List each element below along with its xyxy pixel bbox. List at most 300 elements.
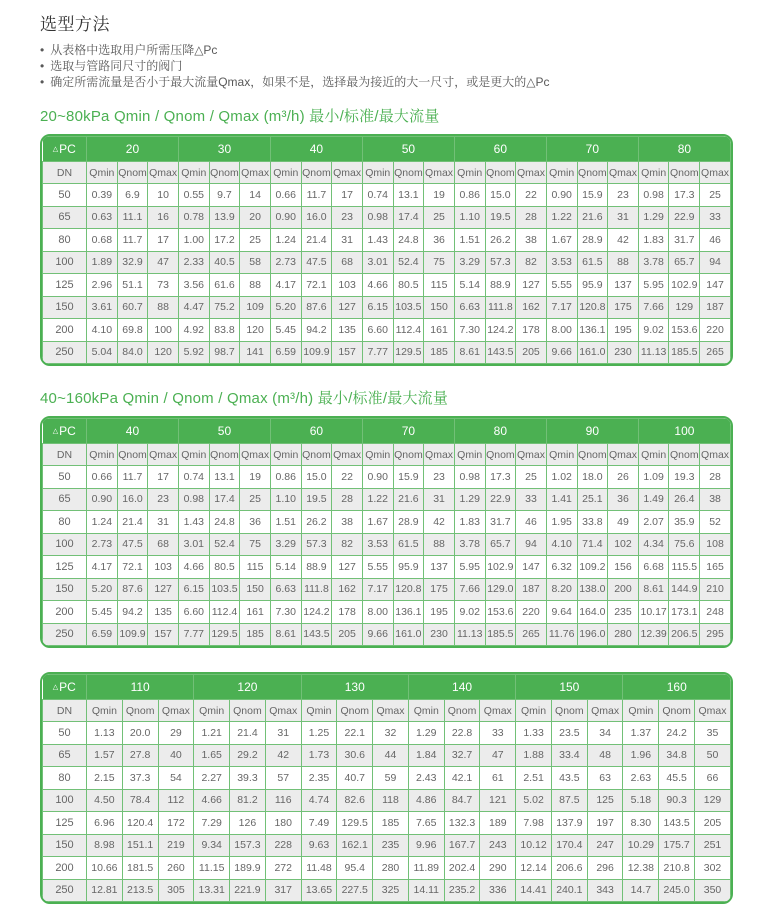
value-cell: 1.84	[408, 744, 444, 767]
value-cell: 1.67	[546, 229, 577, 252]
value-cell: 205	[516, 341, 547, 364]
value-cell: 10	[148, 184, 179, 207]
value-cell: 28	[332, 488, 363, 511]
value-cell: 57.3	[301, 533, 332, 556]
value-cell: 108	[700, 533, 731, 556]
dn-cell: 80	[43, 767, 87, 790]
value-cell: 1.67	[362, 511, 393, 534]
dn-cell: 65	[43, 744, 87, 767]
qmax-header: Qmax	[148, 162, 179, 184]
table-title-40-160kpa: 40~160kPa Qmin / Qnom / Qmax (m³/h) 最小/标准/最大流量	[40, 390, 449, 407]
value-cell: 136.1	[577, 319, 608, 342]
pc-label: PC	[59, 424, 76, 438]
value-cell: 189	[480, 812, 516, 835]
value-cell: 2.63	[623, 767, 659, 790]
value-cell: 57	[265, 767, 301, 790]
value-cell: 23	[148, 488, 179, 511]
value-cell: 3.78	[638, 251, 669, 274]
pressure-group-header: 50	[362, 137, 454, 162]
value-cell: 124.2	[485, 319, 516, 342]
value-cell: 245.0	[659, 879, 695, 902]
value-cell: 2.43	[408, 767, 444, 790]
value-cell: 31	[424, 488, 455, 511]
pressure-group-header: 80	[454, 419, 546, 444]
value-cell: 296	[587, 857, 623, 880]
qnom-header: Qnom	[444, 700, 480, 722]
value-cell: 32	[373, 722, 409, 745]
value-cell: 103.5	[209, 578, 240, 601]
value-cell: 1.21	[194, 722, 230, 745]
flow-table-110-160kpa	[40, 672, 733, 904]
value-cell: 31	[148, 511, 179, 534]
value-cell: 19.5	[301, 488, 332, 511]
value-cell: 66	[695, 767, 731, 790]
value-cell: 14.7	[623, 879, 659, 902]
value-cell: 230	[608, 341, 639, 364]
value-cell: 40.7	[337, 767, 373, 790]
value-cell: 200	[608, 578, 639, 601]
value-cell: 27.8	[122, 744, 158, 767]
value-cell: 94.2	[117, 601, 148, 624]
value-cell: 29	[158, 722, 194, 745]
value-cell: 2.35	[301, 767, 337, 790]
pressure-group-header: 130	[301, 675, 408, 700]
qnom-header: Qnom	[337, 700, 373, 722]
value-cell: 290	[480, 857, 516, 880]
value-cell: 4.17	[87, 556, 118, 579]
value-cell: 31.7	[669, 229, 700, 252]
value-cell: 103	[332, 274, 363, 297]
value-cell: 7.66	[454, 578, 485, 601]
table-row	[43, 251, 731, 274]
table-row	[43, 341, 731, 364]
qmin-header: Qmin	[178, 162, 209, 184]
value-cell: 6.60	[178, 601, 209, 624]
value-cell: 33.4	[551, 744, 587, 767]
instruction-item: • 从表格中选取用户所需压降△Pc	[40, 42, 733, 58]
value-cell: 1.96	[623, 744, 659, 767]
value-cell: 58	[240, 251, 271, 274]
value-cell: 21.6	[577, 206, 608, 229]
value-cell: 9.02	[638, 319, 669, 342]
value-cell: 2.96	[87, 274, 118, 297]
qnom-header: Qnom	[117, 444, 148, 466]
value-cell: 4.66	[194, 789, 230, 812]
flow-table-40-160kpa	[40, 416, 733, 648]
value-cell: 10.12	[516, 834, 552, 857]
value-cell: 280	[608, 623, 639, 646]
value-cell: 4.86	[408, 789, 444, 812]
pressure-group-header: 30	[178, 137, 270, 162]
value-cell: 46	[516, 511, 547, 534]
value-cell: 172	[158, 812, 194, 835]
value-cell: 46	[700, 229, 731, 252]
value-cell: 115	[240, 556, 271, 579]
value-cell: 65.7	[669, 251, 700, 274]
value-cell: 230	[424, 623, 455, 646]
qmax-header: Qmax	[608, 444, 639, 466]
value-cell: 3.78	[454, 533, 485, 556]
value-cell: 317	[265, 879, 301, 902]
value-cell: 325	[373, 879, 409, 902]
value-cell: 173.1	[669, 601, 700, 624]
value-cell: 11.13	[638, 341, 669, 364]
value-cell: 14	[240, 184, 271, 207]
value-cell: 38	[332, 511, 363, 534]
value-cell: 11.48	[301, 857, 337, 880]
value-cell: 7.29	[194, 812, 230, 835]
value-cell: 83.8	[209, 319, 240, 342]
qmax-header: Qmax	[424, 162, 455, 184]
value-cell: 25	[700, 184, 731, 207]
value-cell: 272	[265, 857, 301, 880]
flow-table-20-80kpa	[40, 134, 733, 366]
value-cell: 6.59	[270, 341, 301, 364]
value-cell: 102	[608, 533, 639, 556]
value-cell: 47.5	[117, 533, 148, 556]
value-cell: 247	[587, 834, 623, 857]
table-row	[43, 789, 731, 812]
value-cell: 80.5	[209, 556, 240, 579]
value-cell: 109.9	[301, 341, 332, 364]
value-cell: 6.60	[362, 319, 393, 342]
table-row	[43, 834, 731, 857]
flow-table	[42, 418, 731, 646]
value-cell: 19.5	[485, 206, 516, 229]
table-row	[43, 722, 731, 745]
qnom-header: Qnom	[577, 162, 608, 184]
value-cell: 2.07	[638, 511, 669, 534]
value-cell: 28.9	[393, 511, 424, 534]
value-cell: 15.0	[301, 466, 332, 489]
value-cell: 125	[587, 789, 623, 812]
qmax-header: Qmax	[240, 444, 271, 466]
value-cell: 1.10	[454, 206, 485, 229]
value-cell: 5.45	[270, 319, 301, 342]
value-cell: 129.5	[209, 623, 240, 646]
value-cell: 14.41	[516, 879, 552, 902]
value-cell: 12.39	[638, 623, 669, 646]
instruction-item: • 确定所需流量是否小于最大流量Qmax，如果不是，选择最为接近的大一尺寸，或是更大的△Pc	[40, 74, 733, 90]
value-cell: 10.29	[623, 834, 659, 857]
value-cell: 52	[700, 511, 731, 534]
qnom-header: Qnom	[301, 444, 332, 466]
value-cell: 23	[608, 184, 639, 207]
value-cell: 129.5	[393, 341, 424, 364]
dn-cell: 100	[43, 251, 87, 274]
value-cell: 1.65	[194, 744, 230, 767]
delta-icon: △	[52, 146, 59, 153]
value-cell: 42	[608, 229, 639, 252]
value-cell: 22.1	[337, 722, 373, 745]
value-cell: 143.5	[485, 341, 516, 364]
dn-cell: 65	[43, 206, 87, 229]
value-cell: 87.6	[301, 296, 332, 319]
qmin-header: Qmin	[546, 162, 577, 184]
qnom-header: Qnom	[551, 700, 587, 722]
dn-cell: 50	[43, 184, 87, 207]
pressure-group-header: 110	[87, 675, 194, 700]
value-cell: 12.38	[623, 857, 659, 880]
value-cell: 95.9	[577, 274, 608, 297]
qmin-header: Qmin	[516, 700, 552, 722]
value-cell: 88.9	[301, 556, 332, 579]
value-cell: 15.0	[485, 184, 516, 207]
value-cell: 29.2	[230, 744, 266, 767]
pressure-group-header: 120	[194, 675, 301, 700]
value-cell: 3.29	[454, 251, 485, 274]
value-cell: 31.7	[485, 511, 516, 534]
qnom-header: Qnom	[485, 444, 516, 466]
qmin-header: Qmin	[194, 700, 230, 722]
value-cell: 251	[695, 834, 731, 857]
value-cell: 7.98	[516, 812, 552, 835]
value-cell: 5.14	[270, 556, 301, 579]
value-cell: 40.5	[209, 251, 240, 274]
value-cell: 6.96	[87, 812, 123, 835]
value-cell: 7.17	[362, 578, 393, 601]
value-cell: 100	[148, 319, 179, 342]
value-cell: 175.7	[659, 834, 695, 857]
value-cell: 2.27	[194, 767, 230, 790]
value-cell: 39.3	[230, 767, 266, 790]
value-cell: 33	[516, 488, 547, 511]
table-row	[43, 229, 731, 252]
qmin-header: Qmin	[87, 162, 118, 184]
pressure-group-header: 40	[87, 419, 179, 444]
value-cell: 136.1	[393, 601, 424, 624]
value-cell: 5.95	[454, 556, 485, 579]
value-cell: 157.3	[230, 834, 266, 857]
value-cell: 127	[516, 274, 547, 297]
value-cell: 235.2	[444, 879, 480, 902]
value-cell: 6.68	[638, 556, 669, 579]
qnom-header: Qnom	[393, 162, 424, 184]
value-cell: 3.61	[87, 296, 118, 319]
value-cell: 0.98	[454, 466, 485, 489]
value-cell: 129.0	[485, 578, 516, 601]
table-title-20-80kpa: 20~80kPa Qmin / Qnom / Qmax (m³/h) 最小/标准/最大流量	[40, 108, 440, 125]
value-cell: 17	[148, 229, 179, 252]
value-cell: 25	[240, 229, 271, 252]
value-cell: 210.8	[659, 857, 695, 880]
value-cell: 16.0	[117, 488, 148, 511]
value-cell: 72.1	[117, 556, 148, 579]
value-cell: 34.8	[659, 744, 695, 767]
value-cell: 240.1	[551, 879, 587, 902]
value-cell: 90.3	[659, 789, 695, 812]
value-cell: 127	[148, 578, 179, 601]
value-cell: 6.15	[178, 578, 209, 601]
value-cell: 153.6	[669, 319, 700, 342]
qmin-header: Qmin	[546, 444, 577, 466]
value-cell: 63	[587, 767, 623, 790]
value-cell: 143.5	[301, 623, 332, 646]
value-cell: 1.24	[87, 511, 118, 534]
value-cell: 2.73	[270, 251, 301, 274]
value-cell: 11.1	[117, 206, 148, 229]
value-cell: 11.7	[301, 184, 332, 207]
value-cell: 0.90	[87, 488, 118, 511]
pressure-group-header: 100	[638, 419, 730, 444]
value-cell: 126	[230, 812, 266, 835]
value-cell: 52.4	[393, 251, 424, 274]
value-cell: 1.00	[178, 229, 209, 252]
value-cell: 17	[148, 466, 179, 489]
value-cell: 7.77	[362, 341, 393, 364]
dn-cell: 200	[43, 857, 87, 880]
value-cell: 8.61	[454, 341, 485, 364]
value-cell: 0.90	[546, 184, 577, 207]
value-cell: 336	[480, 879, 516, 902]
dn-header: DN	[43, 700, 87, 722]
value-cell: 1.57	[87, 744, 123, 767]
value-cell: 20	[240, 206, 271, 229]
value-cell: 21.6	[393, 488, 424, 511]
qmax-header: Qmax	[516, 444, 547, 466]
value-cell: 1.02	[546, 466, 577, 489]
value-cell: 13.31	[194, 879, 230, 902]
value-cell: 69.8	[117, 319, 148, 342]
value-cell: 129.5	[337, 812, 373, 835]
value-cell: 1.09	[638, 466, 669, 489]
dn-cell: 200	[43, 601, 87, 624]
value-cell: 7.30	[270, 601, 301, 624]
value-cell: 243	[480, 834, 516, 857]
value-cell: 65.7	[485, 533, 516, 556]
value-cell: 109.9	[117, 623, 148, 646]
pressure-group-header: 20	[87, 137, 179, 162]
value-cell: 84.0	[117, 341, 148, 364]
value-cell: 221.9	[230, 879, 266, 902]
value-cell: 295	[700, 623, 731, 646]
value-cell: 120	[240, 319, 271, 342]
qmax-header: Qmax	[332, 162, 363, 184]
value-cell: 1.13	[87, 722, 123, 745]
value-cell: 8.30	[623, 812, 659, 835]
value-cell: 71.4	[577, 533, 608, 556]
value-cell: 9.96	[408, 834, 444, 857]
value-cell: 150	[424, 296, 455, 319]
dn-cell: 150	[43, 578, 87, 601]
qmax-header: Qmax	[700, 444, 731, 466]
value-cell: 36	[240, 511, 271, 534]
value-cell: 7.77	[178, 623, 209, 646]
value-cell: 302	[695, 857, 731, 880]
value-cell: 11.7	[117, 229, 148, 252]
value-cell: 164.0	[577, 601, 608, 624]
value-cell: 30.6	[337, 744, 373, 767]
value-cell: 1.83	[638, 229, 669, 252]
value-cell: 120	[148, 341, 179, 364]
value-cell: 0.63	[87, 206, 118, 229]
value-cell: 17.2	[209, 229, 240, 252]
value-cell: 5.18	[623, 789, 659, 812]
value-cell: 165	[700, 556, 731, 579]
value-cell: 206.5	[669, 623, 700, 646]
value-cell: 31	[608, 206, 639, 229]
value-cell: 0.90	[270, 206, 301, 229]
value-cell: 40	[158, 744, 194, 767]
qmin-header: Qmin	[454, 444, 485, 466]
value-cell: 187	[516, 578, 547, 601]
value-cell: 118	[373, 789, 409, 812]
value-cell: 219	[158, 834, 194, 857]
value-cell: 5.92	[178, 341, 209, 364]
value-cell: 17.4	[209, 488, 240, 511]
value-cell: 25	[240, 488, 271, 511]
value-cell: 9.7	[209, 184, 240, 207]
instruction-list	[40, 42, 733, 90]
dn-cell: 250	[43, 879, 87, 902]
value-cell: 5.95	[638, 274, 669, 297]
value-cell: 4.74	[301, 789, 337, 812]
value-cell: 82	[516, 251, 547, 274]
value-cell: 94	[700, 251, 731, 274]
qmin-header: Qmin	[362, 444, 393, 466]
dn-cell: 125	[43, 556, 87, 579]
qmin-header: Qmin	[87, 700, 123, 722]
value-cell: 48	[587, 744, 623, 767]
dn-cell: 150	[43, 834, 87, 857]
value-cell: 17.3	[485, 466, 516, 489]
value-cell: 3.53	[546, 251, 577, 274]
value-cell: 31	[265, 722, 301, 745]
qmax-header: Qmax	[516, 162, 547, 184]
value-cell: 31	[332, 229, 363, 252]
dn-cell: 65	[43, 488, 87, 511]
value-cell: 181.5	[122, 857, 158, 880]
dn-cell: 80	[43, 511, 87, 534]
value-cell: 11.7	[117, 466, 148, 489]
pressure-group-header: 80	[638, 137, 730, 162]
table-row	[43, 767, 731, 790]
value-cell: 32.7	[444, 744, 480, 767]
value-cell: 175	[424, 578, 455, 601]
value-cell: 26.4	[669, 488, 700, 511]
value-cell: 265	[700, 341, 731, 364]
value-cell: 185	[424, 341, 455, 364]
value-cell: 28	[700, 466, 731, 489]
table-row	[43, 206, 731, 229]
qnom-header: Qnom	[659, 700, 695, 722]
value-cell: 115.5	[669, 556, 700, 579]
value-cell: 45.5	[659, 767, 695, 790]
value-cell: 88	[424, 533, 455, 556]
value-cell: 343	[587, 879, 623, 902]
value-cell: 10.17	[638, 601, 669, 624]
dn-cell: 150	[43, 296, 87, 319]
value-cell: 1.41	[546, 488, 577, 511]
value-cell: 75	[240, 533, 271, 556]
value-cell: 0.74	[178, 466, 209, 489]
value-cell: 167.7	[444, 834, 480, 857]
value-cell: 25	[424, 206, 455, 229]
value-cell: 17.4	[393, 206, 424, 229]
qnom-header: Qnom	[230, 700, 266, 722]
value-cell: 0.55	[178, 184, 209, 207]
value-cell: 1.43	[362, 229, 393, 252]
value-cell: 280	[373, 857, 409, 880]
value-cell: 137	[608, 274, 639, 297]
table-row	[43, 601, 731, 624]
qmin-header: Qmin	[270, 162, 301, 184]
value-cell: 13.1	[209, 466, 240, 489]
value-cell: 1.73	[301, 744, 337, 767]
value-cell: 4.17	[270, 274, 301, 297]
value-cell: 88	[148, 296, 179, 319]
pc-label: PC	[59, 680, 76, 694]
